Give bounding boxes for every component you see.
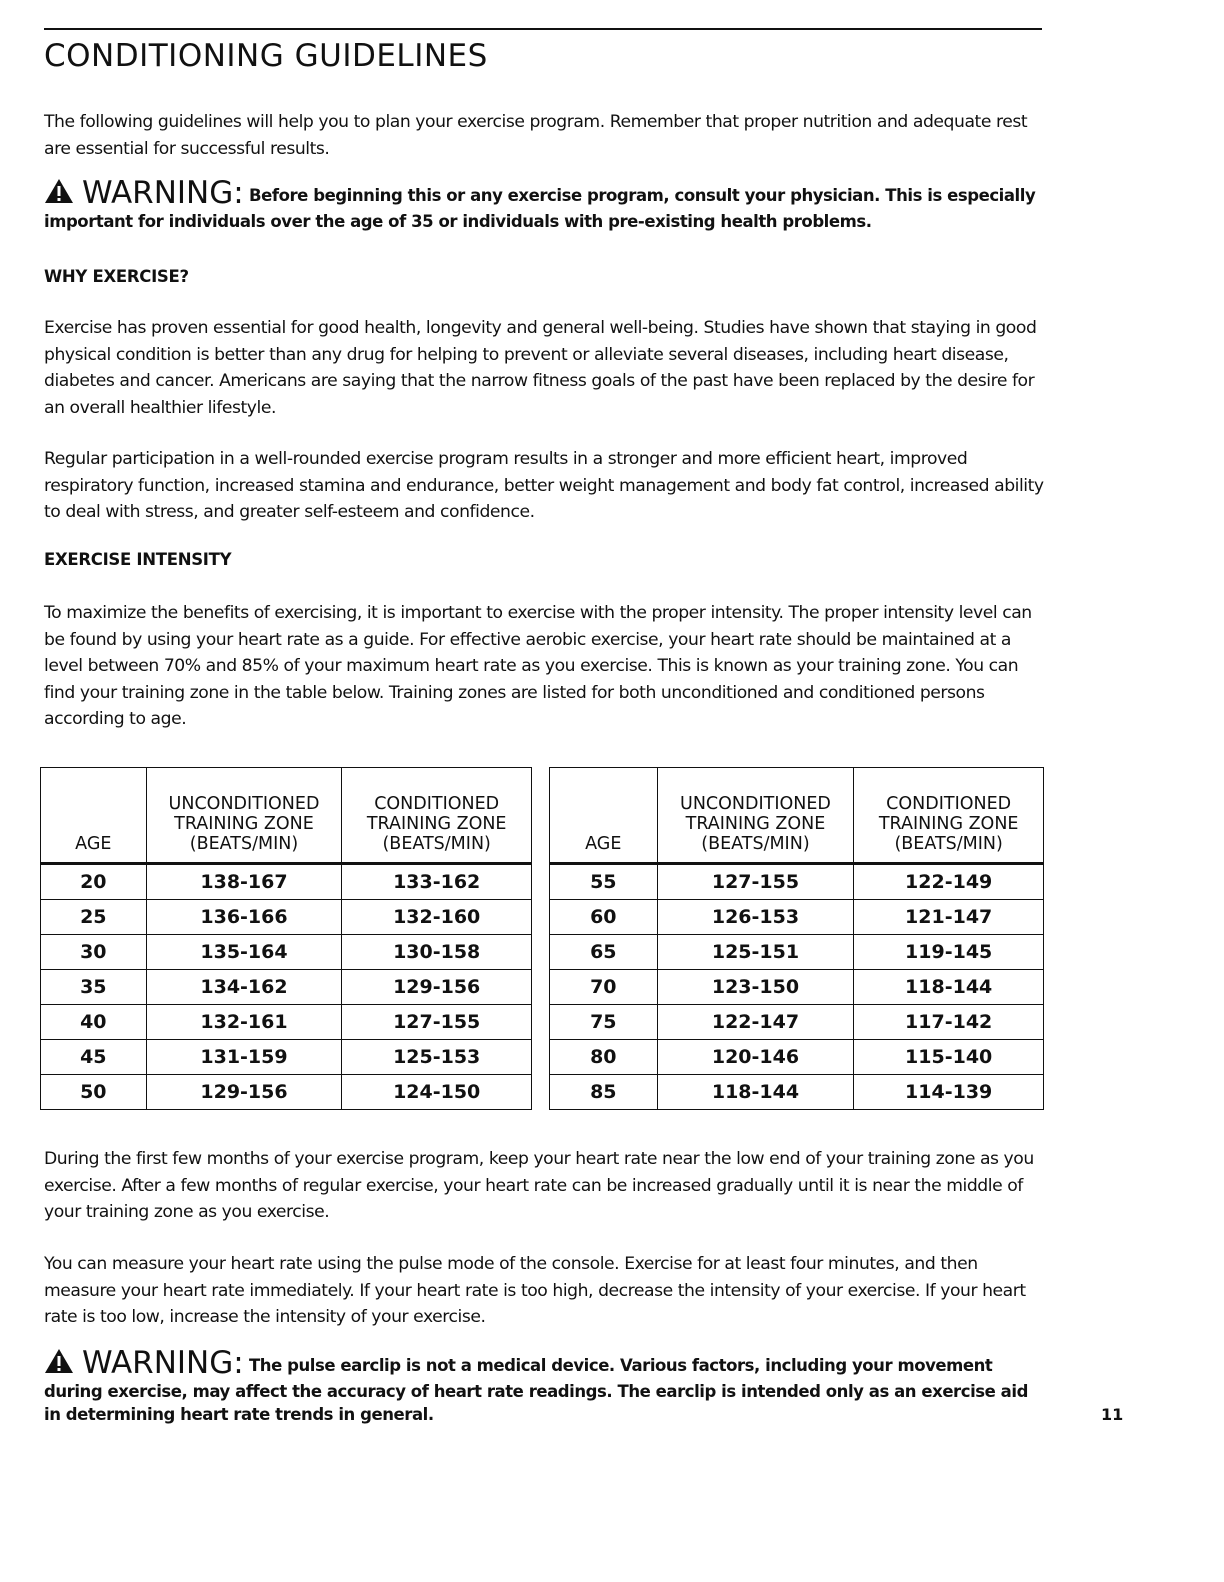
header-line: (BEATS/MIN)	[894, 834, 1003, 854]
conditioned-cell: 122-149	[854, 864, 1044, 900]
warning-text: The pulse earclip is not a medical device. Various factors, including your movement during exercise, may affect the accuracy of heart rate readings. The earclip is intended only as an exercise aid in determining heart rate trends in general.	[44, 1356, 1028, 1424]
table-row	[550, 864, 1044, 900]
unconditioned-cell: 125-151	[657, 935, 854, 970]
unconditioned-cell: 135-164	[146, 935, 342, 970]
unconditioned-cell: 118-144	[657, 1075, 854, 1110]
why-exercise-paragraph-2: Regular participation in a well-rounded exercise program results in a stronger and more efficient heart, improved respiratory function, increased stamina and endurance, better weight management and body fat control, increased ability to deal with stress, and greater self-esteem and confidence.	[44, 449, 1044, 522]
conditioned-cell: 114-139	[854, 1075, 1044, 1110]
age-cell: 70	[550, 970, 658, 1005]
section-heading-why-exercise: WHY EXERCISE?	[44, 267, 189, 286]
header-line: UNCONDITIONED	[168, 794, 320, 814]
unconditioned-cell: 122-147	[657, 1005, 854, 1040]
age-header: AGE	[41, 768, 147, 864]
unconditioned-cell: 131-159	[146, 1040, 342, 1075]
age-cell: 85	[550, 1075, 658, 1110]
table-row	[41, 900, 532, 935]
table-row	[550, 935, 1044, 970]
table-row	[550, 1075, 1044, 1110]
table-row	[41, 864, 532, 900]
warning-block-2	[44, 1345, 1044, 1426]
age-cell: 35	[41, 970, 147, 1005]
warning-block-1	[44, 175, 1044, 233]
conditioned-header	[342, 768, 532, 864]
warning-text: Before beginning this or any exercise program, consult your physician. This is especially important for individuals over the age of 35 or individuals with pre-existing health problems.	[44, 186, 1036, 231]
warning-icon	[44, 178, 74, 210]
header-line: TRAINING ZONE	[174, 814, 314, 834]
age-header: AGE	[550, 768, 658, 864]
conditioned-cell: 132-160	[342, 900, 532, 935]
conditioned-cell: 125-153	[342, 1040, 532, 1075]
top-rule	[44, 28, 1042, 30]
header-line: CONDITIONED	[374, 794, 500, 814]
warning-label: WARNING:	[82, 175, 244, 211]
after-table-paragraph-2: You can measure your heart rate using the pulse mode of the console. Exercise for at least four minutes, and then measure your heart rate immediately. If your heart rate is too high, decrease the intensity of your exercise. If your heart rate is too low, increase the intensity of your exercise.	[44, 1254, 1026, 1327]
unconditioned-cell: 126-153	[657, 900, 854, 935]
unconditioned-cell: 127-155	[657, 864, 854, 900]
unconditioned-cell: 120-146	[657, 1040, 854, 1075]
age-cell: 20	[41, 864, 147, 900]
section-heading-exercise-intensity: EXERCISE INTENSITY	[44, 550, 232, 569]
warning-label: WARNING:	[82, 1345, 244, 1381]
conditioned-cell: 133-162	[342, 864, 532, 900]
table-row	[41, 1040, 532, 1075]
header-line: UNCONDITIONED	[680, 794, 831, 814]
conditioned-cell: 118-144	[854, 970, 1044, 1005]
unconditioned-cell: 123-150	[657, 970, 854, 1005]
conditioned-cell: 119-145	[854, 935, 1044, 970]
age-cell: 60	[550, 900, 658, 935]
table-row	[41, 970, 532, 1005]
header-line: TRAINING ZONE	[685, 814, 826, 834]
unconditioned-cell: 129-156	[146, 1075, 342, 1110]
warning-icon	[44, 1348, 74, 1380]
unconditioned-cell: 138-167	[146, 864, 342, 900]
after-table-paragraph-1: During the first few months of your exercise program, keep your heart rate near the low end of your training zone as you exercise. After a few months of regular exercise, your heart rate can be increased gradually until it is near the middle of your training zone as you exercise.	[44, 1149, 1034, 1222]
table-row	[41, 1075, 532, 1110]
page-title: CONDITIONING GUIDELINES	[44, 38, 488, 74]
table-row	[550, 1040, 1044, 1075]
intro-paragraph: The following guidelines will help you to plan your exercise program. Remember that proper nutrition and adequate rest are essential for successful results.	[44, 112, 1028, 159]
age-cell: 40	[41, 1005, 147, 1040]
age-cell: 55	[550, 864, 658, 900]
why-exercise-paragraph-1: Exercise has proven essential for good health, longevity and general well-being. Studies have shown that staying in good physical condition is better than any drug for helping to prevent or alleviate several diseases, including heart disease, diabetes and cancer. Americans are saying that the narrow fitness goals of the past have been replaced by the desire for an overall healthier lifestyle.	[44, 318, 1037, 418]
age-cell: 75	[550, 1005, 658, 1040]
training-zone-table-right	[549, 767, 1044, 1110]
table-row	[41, 1005, 532, 1040]
unconditioned-header	[657, 768, 854, 864]
conditioned-cell: 129-156	[342, 970, 532, 1005]
conditioned-cell: 115-140	[854, 1040, 1044, 1075]
table-row	[41, 935, 532, 970]
age-cell: 50	[41, 1075, 147, 1110]
age-cell: 30	[41, 935, 147, 970]
conditioned-cell: 124-150	[342, 1075, 532, 1110]
age-cell: 65	[550, 935, 658, 970]
header-line: (BEATS/MIN)	[189, 834, 299, 854]
header-line: TRAINING ZONE	[366, 814, 507, 834]
conditioned-cell: 117-142	[854, 1005, 1044, 1040]
header-line: (BEATS/MIN)	[382, 834, 491, 854]
conditioned-cell: 130-158	[342, 935, 532, 970]
unconditioned-cell: 136-166	[146, 900, 342, 935]
page-number: 11	[1101, 1405, 1124, 1424]
header-line: CONDITIONED	[886, 794, 1012, 814]
header-line: TRAINING ZONE	[878, 814, 1019, 834]
table-row	[550, 970, 1044, 1005]
unconditioned-cell: 132-161	[146, 1005, 342, 1040]
table-row	[550, 1005, 1044, 1040]
header-line: (BEATS/MIN)	[701, 834, 810, 854]
age-cell: 80	[550, 1040, 658, 1075]
conditioned-cell: 121-147	[854, 900, 1044, 935]
unconditioned-cell: 134-162	[146, 970, 342, 1005]
training-zone-table-left	[40, 767, 532, 1110]
age-cell: 45	[41, 1040, 147, 1075]
age-cell: 25	[41, 900, 147, 935]
table-row	[550, 900, 1044, 935]
exercise-intensity-paragraph: To maximize the benefits of exercising, it is important to exercise with the proper intensity. The proper intensity level can be found by using your heart rate as a guide. For effective aerobic exercise, your heart rate should be maintained at a level between 70% and 85% of your maximum heart rate as you exercise. This is known as your training zone. You can find your training zone in the table below. Training zones are listed for both unconditioned and conditioned persons according to age.	[44, 603, 1032, 729]
conditioned-cell: 127-155	[342, 1005, 532, 1040]
conditioned-header	[854, 768, 1044, 864]
unconditioned-header	[146, 768, 342, 864]
